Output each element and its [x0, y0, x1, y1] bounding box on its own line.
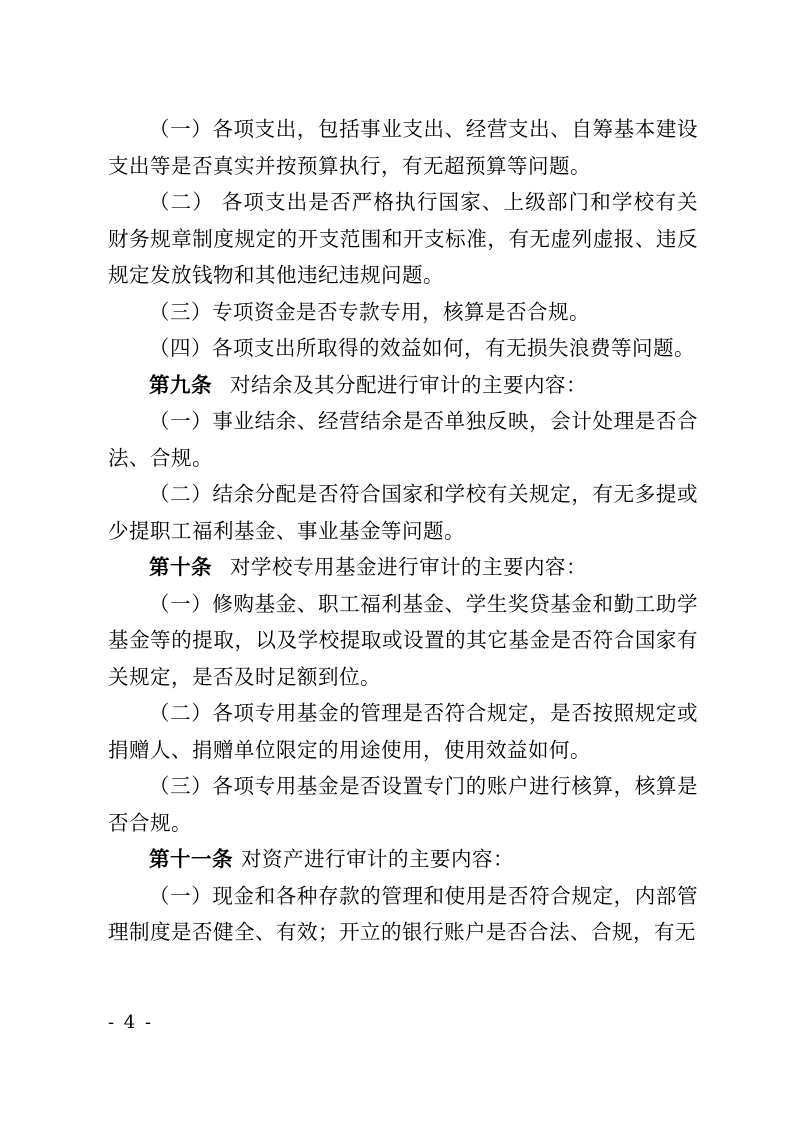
paragraph-text: 对结余及其分配进行审计的主要内容： [230, 372, 587, 397]
paragraph-text: （一）修购基金、职工福利基金、学生奖贷基金和勤工助学基金等的提取，以及学校提取或设置的其它基金是否符合国家有关规定，是否及时足额到位。 [108, 591, 698, 689]
paragraph-text: （二）各项专用基金的管理是否符合规定，是否按照规定或捐赠人、捐赠单位限定的用途使用，使用效益如何。 [108, 701, 698, 762]
paragraph-text: （三）各项专用基金是否设置专门的账户进行核算，核算是否合规。 [108, 774, 698, 835]
article-number: 第十条 [149, 555, 212, 579]
paragraph [108, 184, 698, 294]
paragraph [108, 476, 698, 549]
paragraph [108, 878, 698, 951]
paragraph [108, 586, 698, 696]
article-heading-paragraph [108, 367, 698, 404]
document-body [108, 111, 698, 951]
paragraph [108, 111, 698, 184]
paragraph [108, 294, 698, 331]
paragraph [108, 403, 698, 476]
paragraph-text: （三）专项资金是否专款专用，核算是否合规。 [149, 299, 590, 324]
paragraph-text: 对资产进行审计的主要内容： [241, 847, 514, 871]
article-heading-paragraph [108, 549, 698, 586]
paragraph-text: （一）现金和各种存款的管理和使用是否符合规定，内部管理制度是否健全、有效；开立的银行账户是否合法、合规，有无 [108, 883, 698, 944]
paragraph-text: （二） 各项支出是否严格执行国家、上级部门和学校有关财务规章制度规定的开支范围和开支标准，有无虚列虚报、违反规定发放钱物和其他违纪违规问题。 [108, 190, 698, 287]
article-number: 第九条 [149, 372, 212, 397]
article-heading-paragraph [108, 841, 698, 878]
paragraph-text: （一）事业结余、经营结余是否单独反映，会计处理是否合法、合规。 [108, 409, 698, 470]
paragraph-text: （四）各项支出所取得的效益如何，有无损失浪费等问题。 [149, 336, 695, 360]
paragraph [108, 330, 698, 367]
paragraph-text: （二）结余分配是否符合国家和学校有关规定，有无多提或少提职工福利基金、事业基金等问题。 [108, 482, 698, 543]
paragraph [108, 695, 698, 768]
paragraph-text: 对学校专用基金进行审计的主要内容： [230, 555, 587, 579]
paragraph [108, 768, 698, 841]
article-number: 第十一条 [149, 847, 233, 871]
page-number: - 4 - [108, 1012, 154, 1033]
paragraph-text: （一）各项支出，包括事业支出、经营支出、自筹基本建设支出等是否真实并按预算执行，有无超预算等问题。 [108, 117, 698, 178]
